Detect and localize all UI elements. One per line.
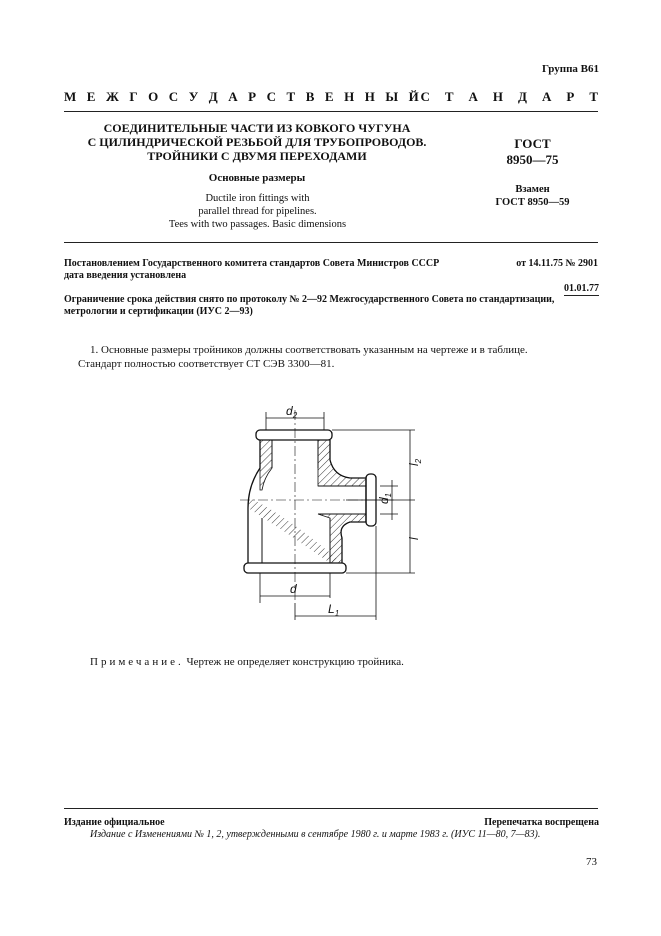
title-line-2: С ЦИЛИНДРИЧЕСКОЙ РЕЗЬБОЙ ДЛЯ ТРУБОПРОВОДОВ. [87, 135, 427, 149]
banner-letter: Ж [105, 89, 119, 104]
label-d1: $d_1$ [377, 492, 393, 504]
banner-right [420, 89, 598, 105]
standard-banner [64, 89, 598, 105]
edition-label: Издание официальное [64, 817, 165, 828]
english-title [150, 192, 365, 231]
banner-letter: С [168, 89, 179, 104]
banner-letter: М [64, 89, 77, 104]
banner-letter: Т [589, 89, 598, 104]
header-rule [64, 111, 598, 112]
decree-number: от 14.11.75 № 2901 [516, 258, 598, 269]
wall-top-right-hatch [318, 440, 366, 486]
banner-letter: А [541, 89, 552, 104]
banner-letter: Р [566, 89, 575, 104]
replaces-block [470, 183, 595, 209]
page-number: 73 [586, 856, 597, 868]
reprint-notice: Перепечатка воспрещена [484, 817, 599, 828]
note-text: Чертеж не определяет конструкцию тройника. [183, 656, 404, 668]
changes-note: Издание с Изменениями № 1, 2, утвержденными в сентябре 1980 г. и марте 1983 г. (ИУС 11—80, 7—83). [90, 829, 541, 840]
document-subtitle: Основные размеры [208, 172, 306, 184]
banner-left [64, 89, 419, 105]
banner-letter: Е [324, 89, 334, 104]
decree-block [64, 258, 598, 282]
banner-letter: А [468, 89, 478, 104]
document-title [72, 121, 442, 163]
label-d2: $d_2$ [286, 404, 298, 420]
gost-number: 8950—75 [506, 152, 559, 167]
group-code: Группа В61 [541, 63, 599, 75]
title-rule [64, 242, 598, 243]
banner-letter: А [228, 89, 238, 104]
banner-letter: Н [364, 89, 375, 104]
paragraph-1-continued: Стандарт полностью соответствует СТ СЭВ 3300—81. [78, 358, 335, 370]
banner-letter: Й [408, 89, 419, 104]
replaces-number: ГОСТ 8950—59 [495, 197, 570, 208]
footer-rule [64, 808, 598, 809]
banner-letter: С [420, 89, 430, 104]
en-title-line-2: parallel thread for pipelines. [198, 206, 317, 217]
banner-letter: Р [248, 89, 257, 104]
label-l: l [407, 537, 421, 540]
paragraph-1: 1. Основные размеры тройников должны соответствовать указанным на чертеже и в таблице. [90, 344, 528, 356]
banner-letter: Д [208, 89, 218, 104]
banner-letter: Д [518, 89, 527, 104]
banner-letter: Ы [385, 89, 399, 104]
tee-fitting-drawing [220, 398, 430, 623]
en-title-line-1: Ductile iron fittings with [205, 193, 310, 204]
validity-limit: Ограничение срока действия снято по протоколу № 2—92 Межгосударственного Совета по стандартизации, метрологии и сертификации (ИУС 2—93) [64, 294, 555, 317]
note-label: Примечание. [90, 656, 184, 668]
introduction-date: 01.01.77 [564, 283, 599, 294]
banner-letter: С [266, 89, 276, 104]
decree-text: Постановлением Государственного комитета стандартов Совета Министров СССР [64, 258, 440, 269]
label-l1: $L_1$ [328, 602, 340, 618]
banner-letter: Т [444, 89, 454, 104]
decree-line-2: дата введения установлена [64, 270, 187, 281]
banner-letter: Н [344, 89, 355, 104]
banner-letter: Н [492, 89, 504, 104]
title-line-1: СОЕДИНИТЕЛЬНЫЕ ЧАСТИ ИЗ КОВКОГО ЧУГУНА [103, 121, 411, 135]
dimension-labels [286, 404, 423, 618]
label-d: d [290, 582, 297, 596]
banner-letter: В [305, 89, 315, 104]
banner-letter: Е [86, 89, 96, 104]
gost-designation [470, 136, 595, 168]
label-l2: $l_2$ [407, 458, 423, 466]
en-title-line-3: Tees with two passages. Basic dimensions [168, 219, 347, 230]
gost-label: ГОСТ [514, 136, 551, 151]
banner-letter: Г [129, 89, 138, 104]
decree-line-1 [64, 258, 598, 270]
banner-letter: У [188, 89, 199, 104]
top-bead [256, 430, 332, 440]
drawing-note [90, 656, 404, 668]
title-line-3: ТРОЙНИКИ С ДВУМЯ ПЕРЕХОДАМИ [147, 149, 367, 163]
wall-left-hatch [260, 440, 272, 490]
banner-letter: Т [286, 89, 296, 104]
banner-letter: О [148, 89, 159, 104]
replaces-label: Взамен [515, 184, 550, 195]
